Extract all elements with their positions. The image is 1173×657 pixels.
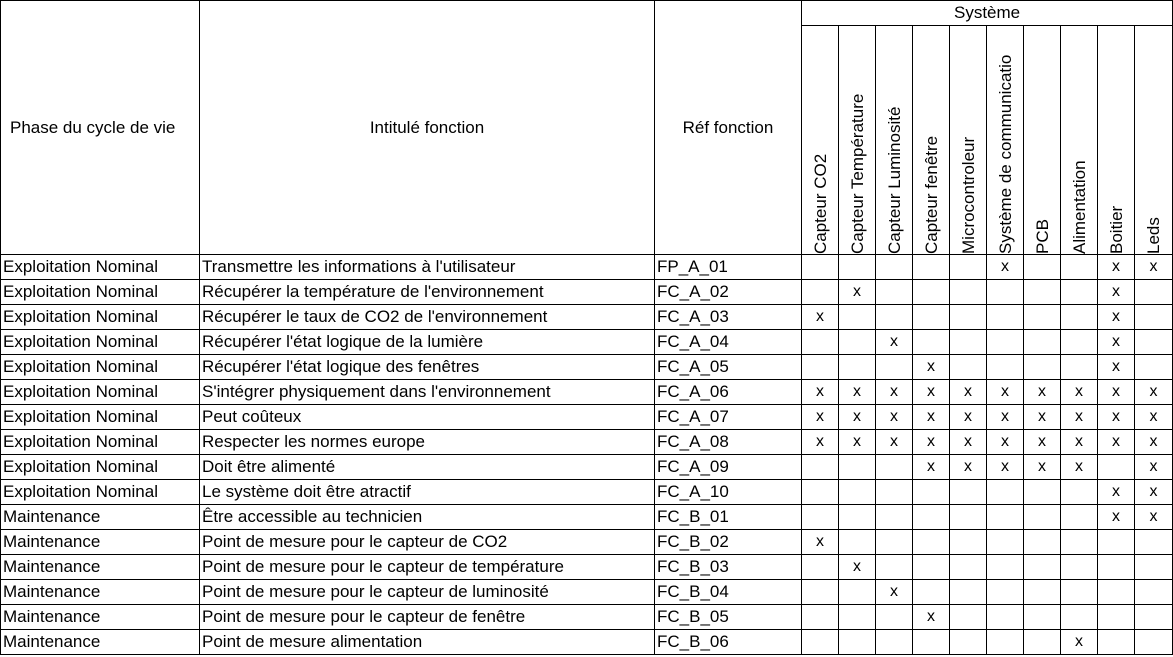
cell-ref: FC_A_06 [655,380,802,405]
cell-mark [802,255,839,280]
cell-mark: x [950,380,987,405]
cell-phase: Maintenance [1,555,200,580]
cell-function-title: Récupérer l'état logique des fenêtres [200,355,655,380]
cell-mark [1135,355,1173,380]
cell-mark [950,530,987,555]
header-component [987,26,1024,255]
cell-mark [1024,555,1061,580]
header-component [839,26,876,255]
cell-mark [839,505,876,530]
cell-function-title: Peut coûteux [200,405,655,430]
cell-function-title: Récupérer l'état logique de la lumière [200,330,655,355]
cell-mark: x [1098,480,1135,505]
cell-function-title: Point de mesure pour le capteur de luminosité [200,580,655,605]
cell-mark [950,580,987,605]
table-row [1,305,1173,330]
cell-ref: FC_B_05 [655,605,802,630]
table-row [1,405,1173,430]
cell-ref: FC_B_02 [655,530,802,555]
cell-mark [987,605,1024,630]
cell-mark [1061,305,1098,330]
cell-mark [1098,455,1135,480]
cell-mark [950,555,987,580]
table-row [1,580,1173,605]
cell-mark [987,280,1024,305]
cell-mark: x [1061,430,1098,455]
cell-phase: Maintenance [1,630,200,655]
table-row [1,380,1173,405]
table-body [1,255,1173,655]
cell-phase: Exploitation Nominal [1,255,200,280]
cell-mark [950,280,987,305]
cell-mark [913,580,950,605]
cell-ref: FC_A_08 [655,430,802,455]
cell-mark [839,305,876,330]
cell-mark [802,355,839,380]
cell-mark [987,530,1024,555]
cell-mark: x [839,555,876,580]
cell-mark [1024,480,1061,505]
cell-mark: x [876,580,913,605]
header-component-label: Capteur CO2 [811,153,830,254]
cell-mark: x [1061,455,1098,480]
cell-function-title: Point de mesure pour le capteur de CO2 [200,530,655,555]
cell-phase: Exploitation Nominal [1,480,200,505]
cell-mark [1061,355,1098,380]
cell-mark: x [950,405,987,430]
cell-mark [876,530,913,555]
header-phase: Phase du cycle de vie [1,1,200,255]
cell-ref: FC_A_02 [655,280,802,305]
cell-mark [913,330,950,355]
cell-mark [987,330,1024,355]
cell-mark: x [1098,255,1135,280]
header-component-label: Système de communicatio [996,54,1015,254]
cell-phase: Maintenance [1,505,200,530]
cell-mark: x [950,455,987,480]
cell-function-title: Doit être alimenté [200,455,655,480]
header-component-label: Capteur fenêtre [922,135,941,254]
cell-mark: x [913,380,950,405]
cell-mark [987,355,1024,380]
cell-mark [1061,480,1098,505]
cell-mark: x [913,455,950,480]
cell-function-title: Être accessible au technicien [200,505,655,530]
cell-mark [987,580,1024,605]
cell-mark [1024,630,1061,655]
cell-phase: Exploitation Nominal [1,330,200,355]
cell-mark [1098,530,1135,555]
cell-mark [1061,505,1098,530]
table-row [1,530,1173,555]
cell-mark: x [1135,405,1173,430]
cell-mark [1098,605,1135,630]
cell-function-title: Le système doit être atractif [200,480,655,505]
table-row [1,630,1173,655]
cell-mark [1135,580,1173,605]
cell-mark: x [950,430,987,455]
cell-mark [876,255,913,280]
cell-mark [1024,330,1061,355]
cell-mark: x [1135,505,1173,530]
cell-mark: x [987,405,1024,430]
cell-mark: x [1135,430,1173,455]
cell-mark: x [802,430,839,455]
cell-mark [950,630,987,655]
cell-mark: x [839,380,876,405]
cell-ref: FC_B_06 [655,630,802,655]
cell-mark [987,305,1024,330]
cell-mark [913,280,950,305]
cell-mark [1135,605,1173,630]
cell-phase: Exploitation Nominal [1,280,200,305]
header-component [1135,26,1173,255]
cell-mark [1061,580,1098,605]
cell-mark [1135,280,1173,305]
cell-mark [1024,605,1061,630]
header-component [1061,26,1098,255]
cell-mark: x [876,380,913,405]
cell-phase: Exploitation Nominal [1,405,200,430]
cell-mark [876,305,913,330]
cell-function-title: Respecter les normes europe [200,430,655,455]
cell-phase: Exploitation Nominal [1,355,200,380]
cell-mark: x [839,280,876,305]
cell-mark [876,555,913,580]
cell-mark [950,480,987,505]
cell-mark: x [1061,630,1098,655]
cell-function-title: S'intégrer physiquement dans l'environnement [200,380,655,405]
cell-mark [876,480,913,505]
cell-mark [839,530,876,555]
cell-mark [839,355,876,380]
cell-mark: x [1024,430,1061,455]
header-system: Système [802,1,1173,26]
cell-mark: x [1061,405,1098,430]
cell-mark: x [913,605,950,630]
cell-mark [987,505,1024,530]
cell-mark [1098,630,1135,655]
cell-mark: x [1098,355,1135,380]
cell-mark [1024,580,1061,605]
cell-mark [802,280,839,305]
cell-mark [913,530,950,555]
cell-phase: Maintenance [1,580,200,605]
cell-mark: x [1098,380,1135,405]
cell-mark [1061,605,1098,630]
cell-mark [1135,630,1173,655]
cell-mark [913,630,950,655]
cell-mark [1061,280,1098,305]
cell-mark [802,555,839,580]
table-row [1,430,1173,455]
cell-mark: x [913,355,950,380]
cell-mark [1061,555,1098,580]
cell-phase: Exploitation Nominal [1,430,200,455]
header-component [913,26,950,255]
cell-mark: x [987,430,1024,455]
cell-mark [802,505,839,530]
cell-mark [1135,305,1173,330]
cell-function-title: Point de mesure alimentation [200,630,655,655]
cell-mark [839,630,876,655]
cell-mark [987,480,1024,505]
cell-mark [839,330,876,355]
cell-mark: x [1098,405,1135,430]
cell-mark [876,280,913,305]
cell-mark [802,580,839,605]
cell-mark [876,355,913,380]
cell-mark [1024,305,1061,330]
cell-mark [1061,330,1098,355]
cell-mark [1061,530,1098,555]
cell-mark [987,555,1024,580]
cell-mark: x [802,405,839,430]
cell-mark: x [1024,405,1061,430]
table-row [1,605,1173,630]
cell-mark [950,330,987,355]
cell-mark: x [1024,455,1061,480]
cell-phase: Maintenance [1,530,200,555]
cell-mark [913,305,950,330]
cell-mark [839,605,876,630]
cell-mark [950,355,987,380]
header-component-label: Microcontroleur [959,136,978,254]
cell-phase: Exploitation Nominal [1,380,200,405]
cell-ref: FC_B_01 [655,505,802,530]
cell-function-title: Point de mesure pour le capteur de température [200,555,655,580]
cell-mark [876,630,913,655]
cell-mark [1135,330,1173,355]
cell-ref: FC_A_05 [655,355,802,380]
cell-mark [1135,555,1173,580]
cell-mark [950,305,987,330]
cell-function-title: Transmettre les informations à l'utilisateur [200,255,655,280]
cell-mark [876,455,913,480]
cell-mark: x [802,530,839,555]
cell-ref: FC_B_04 [655,580,802,605]
cell-mark [1098,555,1135,580]
cell-mark [950,255,987,280]
cell-mark [876,605,913,630]
cell-mark [802,480,839,505]
cell-ref: FC_A_09 [655,455,802,480]
cell-ref: FP_A_01 [655,255,802,280]
cell-mark: x [913,405,950,430]
cell-mark: x [1135,380,1173,405]
cell-mark [1098,580,1135,605]
cell-mark: x [987,380,1024,405]
table-row [1,480,1173,505]
header-component [876,26,913,255]
cell-function-title: Récupérer la température de l'environnement [200,280,655,305]
table-row [1,355,1173,380]
cell-mark: x [1098,330,1135,355]
cell-mark [1024,355,1061,380]
header-component-label: Capteur Luminosité [885,106,904,254]
header-component-label: Boitier [1107,205,1126,254]
cell-mark: x [802,305,839,330]
cell-mark [876,505,913,530]
cell-mark [802,330,839,355]
cell-phase: Exploitation Nominal [1,455,200,480]
cell-mark: x [1098,305,1135,330]
cell-mark: x [802,380,839,405]
cell-mark: x [1061,380,1098,405]
cell-mark: x [1135,255,1173,280]
cell-mark: x [876,430,913,455]
header-component [950,26,987,255]
header-component [1024,26,1061,255]
table-row [1,555,1173,580]
cell-mark: x [987,455,1024,480]
cell-mark: x [987,255,1024,280]
cell-mark [913,505,950,530]
table-row [1,505,1173,530]
cell-ref: FC_A_07 [655,405,802,430]
cell-mark: x [1024,380,1061,405]
cell-mark: x [1098,505,1135,530]
cell-mark [950,605,987,630]
table-row [1,280,1173,305]
cell-mark [839,480,876,505]
cell-mark [913,255,950,280]
cell-mark [802,605,839,630]
cell-mark [1024,255,1061,280]
cell-mark [1024,530,1061,555]
cell-mark [1135,530,1173,555]
cell-mark [1024,280,1061,305]
cell-ref: FC_A_03 [655,305,802,330]
cell-ref: FC_A_04 [655,330,802,355]
cell-mark: x [1098,280,1135,305]
table-row [1,330,1173,355]
cell-ref: FC_B_03 [655,555,802,580]
cell-mark [802,455,839,480]
cell-mark [950,505,987,530]
cell-mark [1061,255,1098,280]
cell-mark [913,555,950,580]
table-row [1,255,1173,280]
header-ref: Réf fonction [655,1,802,255]
cell-mark [987,630,1024,655]
cell-mark: x [1135,455,1173,480]
cell-function-title: Récupérer le taux de CO2 de l'environnement [200,305,655,330]
header-component-label: PCB [1033,219,1052,254]
cell-mark [913,480,950,505]
cell-mark: x [1135,480,1173,505]
cell-mark: x [1098,430,1135,455]
cell-ref: FC_A_10 [655,480,802,505]
header-component [802,26,839,255]
cell-phase: Exploitation Nominal [1,305,200,330]
cell-mark [839,255,876,280]
header-component-label: Alimentation [1070,160,1089,254]
header-component-label: Capteur Température [848,93,867,254]
header-function-title: Intitulé fonction [200,1,655,255]
cell-mark: x [839,430,876,455]
cell-mark [839,580,876,605]
header-component [1098,26,1135,255]
cell-mark: x [839,405,876,430]
cell-mark [1024,505,1061,530]
cell-mark [802,630,839,655]
header-component-label: Leds [1144,217,1163,254]
table-row [1,455,1173,480]
cell-function-title: Point de mesure pour le capteur de fenêtre [200,605,655,630]
cell-mark: x [913,430,950,455]
cell-mark: x [876,405,913,430]
cell-mark: x [876,330,913,355]
cell-mark [839,455,876,480]
cell-phase: Maintenance [1,605,200,630]
